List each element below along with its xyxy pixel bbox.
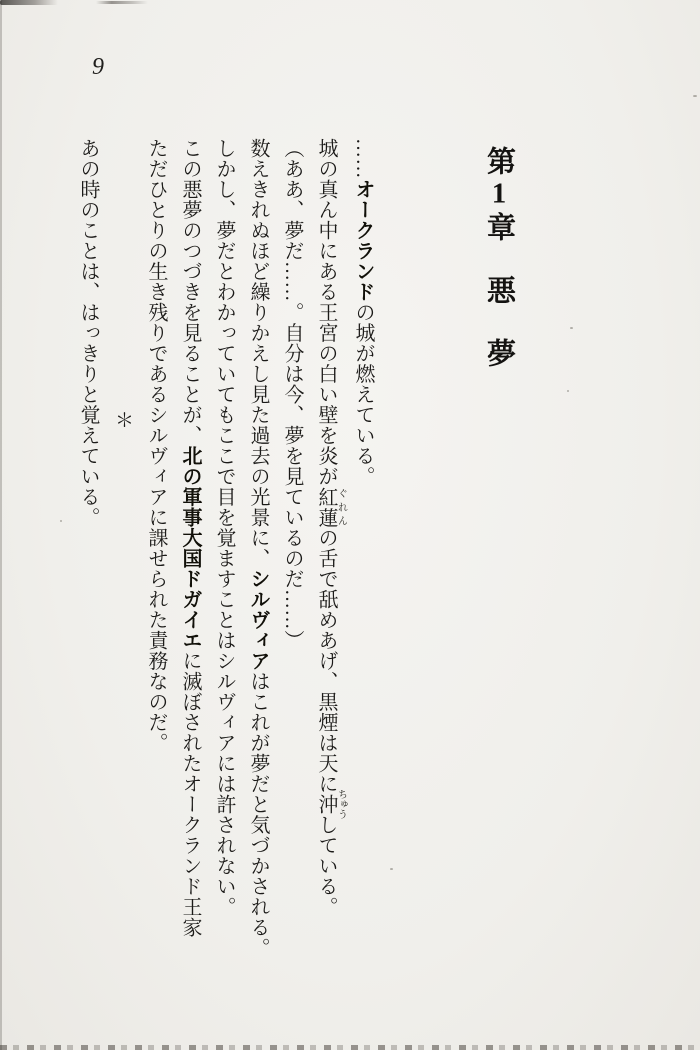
text-run: ただひとりの生き残りであるシルヴィアに課せられた責務なのだ。: [145, 138, 167, 753]
emphasis-text: 北の軍事大国ドガイエ: [179, 445, 201, 651]
emphasis-text: シルヴィア: [247, 568, 269, 671]
scan-speck: [60, 520, 62, 522]
scan-smudge-top: [96, 1, 148, 4]
page-number: 9: [92, 54, 104, 80]
text-run: （ああ、夢だ……。自分は今、夢を見ているのだ……）: [281, 138, 303, 651]
paragraph-line: [139, 138, 173, 974]
scan-speck: [567, 390, 569, 392]
text-run: の舌で舐めあげ、黒煙は天に: [315, 527, 337, 794]
text-run: の城が燃えている。: [352, 302, 374, 487]
paragraph-line: [241, 138, 275, 974]
text-run: している。: [315, 814, 337, 917]
chapter-title: 第1章 悪 夢: [483, 146, 515, 370]
ruby-text: 沖ちゅう: [315, 789, 347, 820]
text-run: はこれが夢だと気づかされる。: [247, 671, 269, 958]
scan-speck: [570, 327, 573, 329]
paragraph-line: [346, 138, 380, 974]
scan-speck: [693, 95, 697, 97]
paragraph-line: [275, 138, 309, 974]
text-run: ……: [352, 138, 374, 179]
text-run: この悪夢のつづきを見ることが、: [179, 138, 201, 446]
paragraph-line: [71, 138, 105, 974]
furigana: ぐれん: [335, 486, 347, 528]
ruby-text: 紅蓮ぐれん: [315, 486, 347, 528]
section-separator: [105, 138, 139, 974]
paragraph-line: [309, 138, 346, 974]
scan-edge-line: [0, 0, 2, 1050]
scan-speckle-bottom-edge: [0, 1045, 700, 1050]
paragraph-line: [207, 138, 241, 974]
text-run: に滅ぼされたオークランド王家: [179, 650, 201, 938]
paragraph-line: [173, 138, 207, 974]
text-run: 城の真ん中にある王宮の白い壁を炎が: [315, 138, 337, 487]
scan-smudge-top-left: [0, 0, 58, 5]
emphasis-text: オークランド: [352, 179, 374, 302]
text-run: あの時のことは、はっきりと覚えている。: [77, 138, 99, 528]
text-run: しかし、夢だとわかっていてもここで目を覚ますことはシルヴィアには許されない。: [213, 138, 235, 917]
text-run: 数えきれぬほど繰りかえし見た過去の光景に、: [247, 138, 269, 569]
text-run: ＊: [112, 410, 133, 430]
body-text: [66, 138, 380, 974]
scan-speck: [390, 868, 393, 870]
furigana: ちゅう: [335, 789, 347, 820]
